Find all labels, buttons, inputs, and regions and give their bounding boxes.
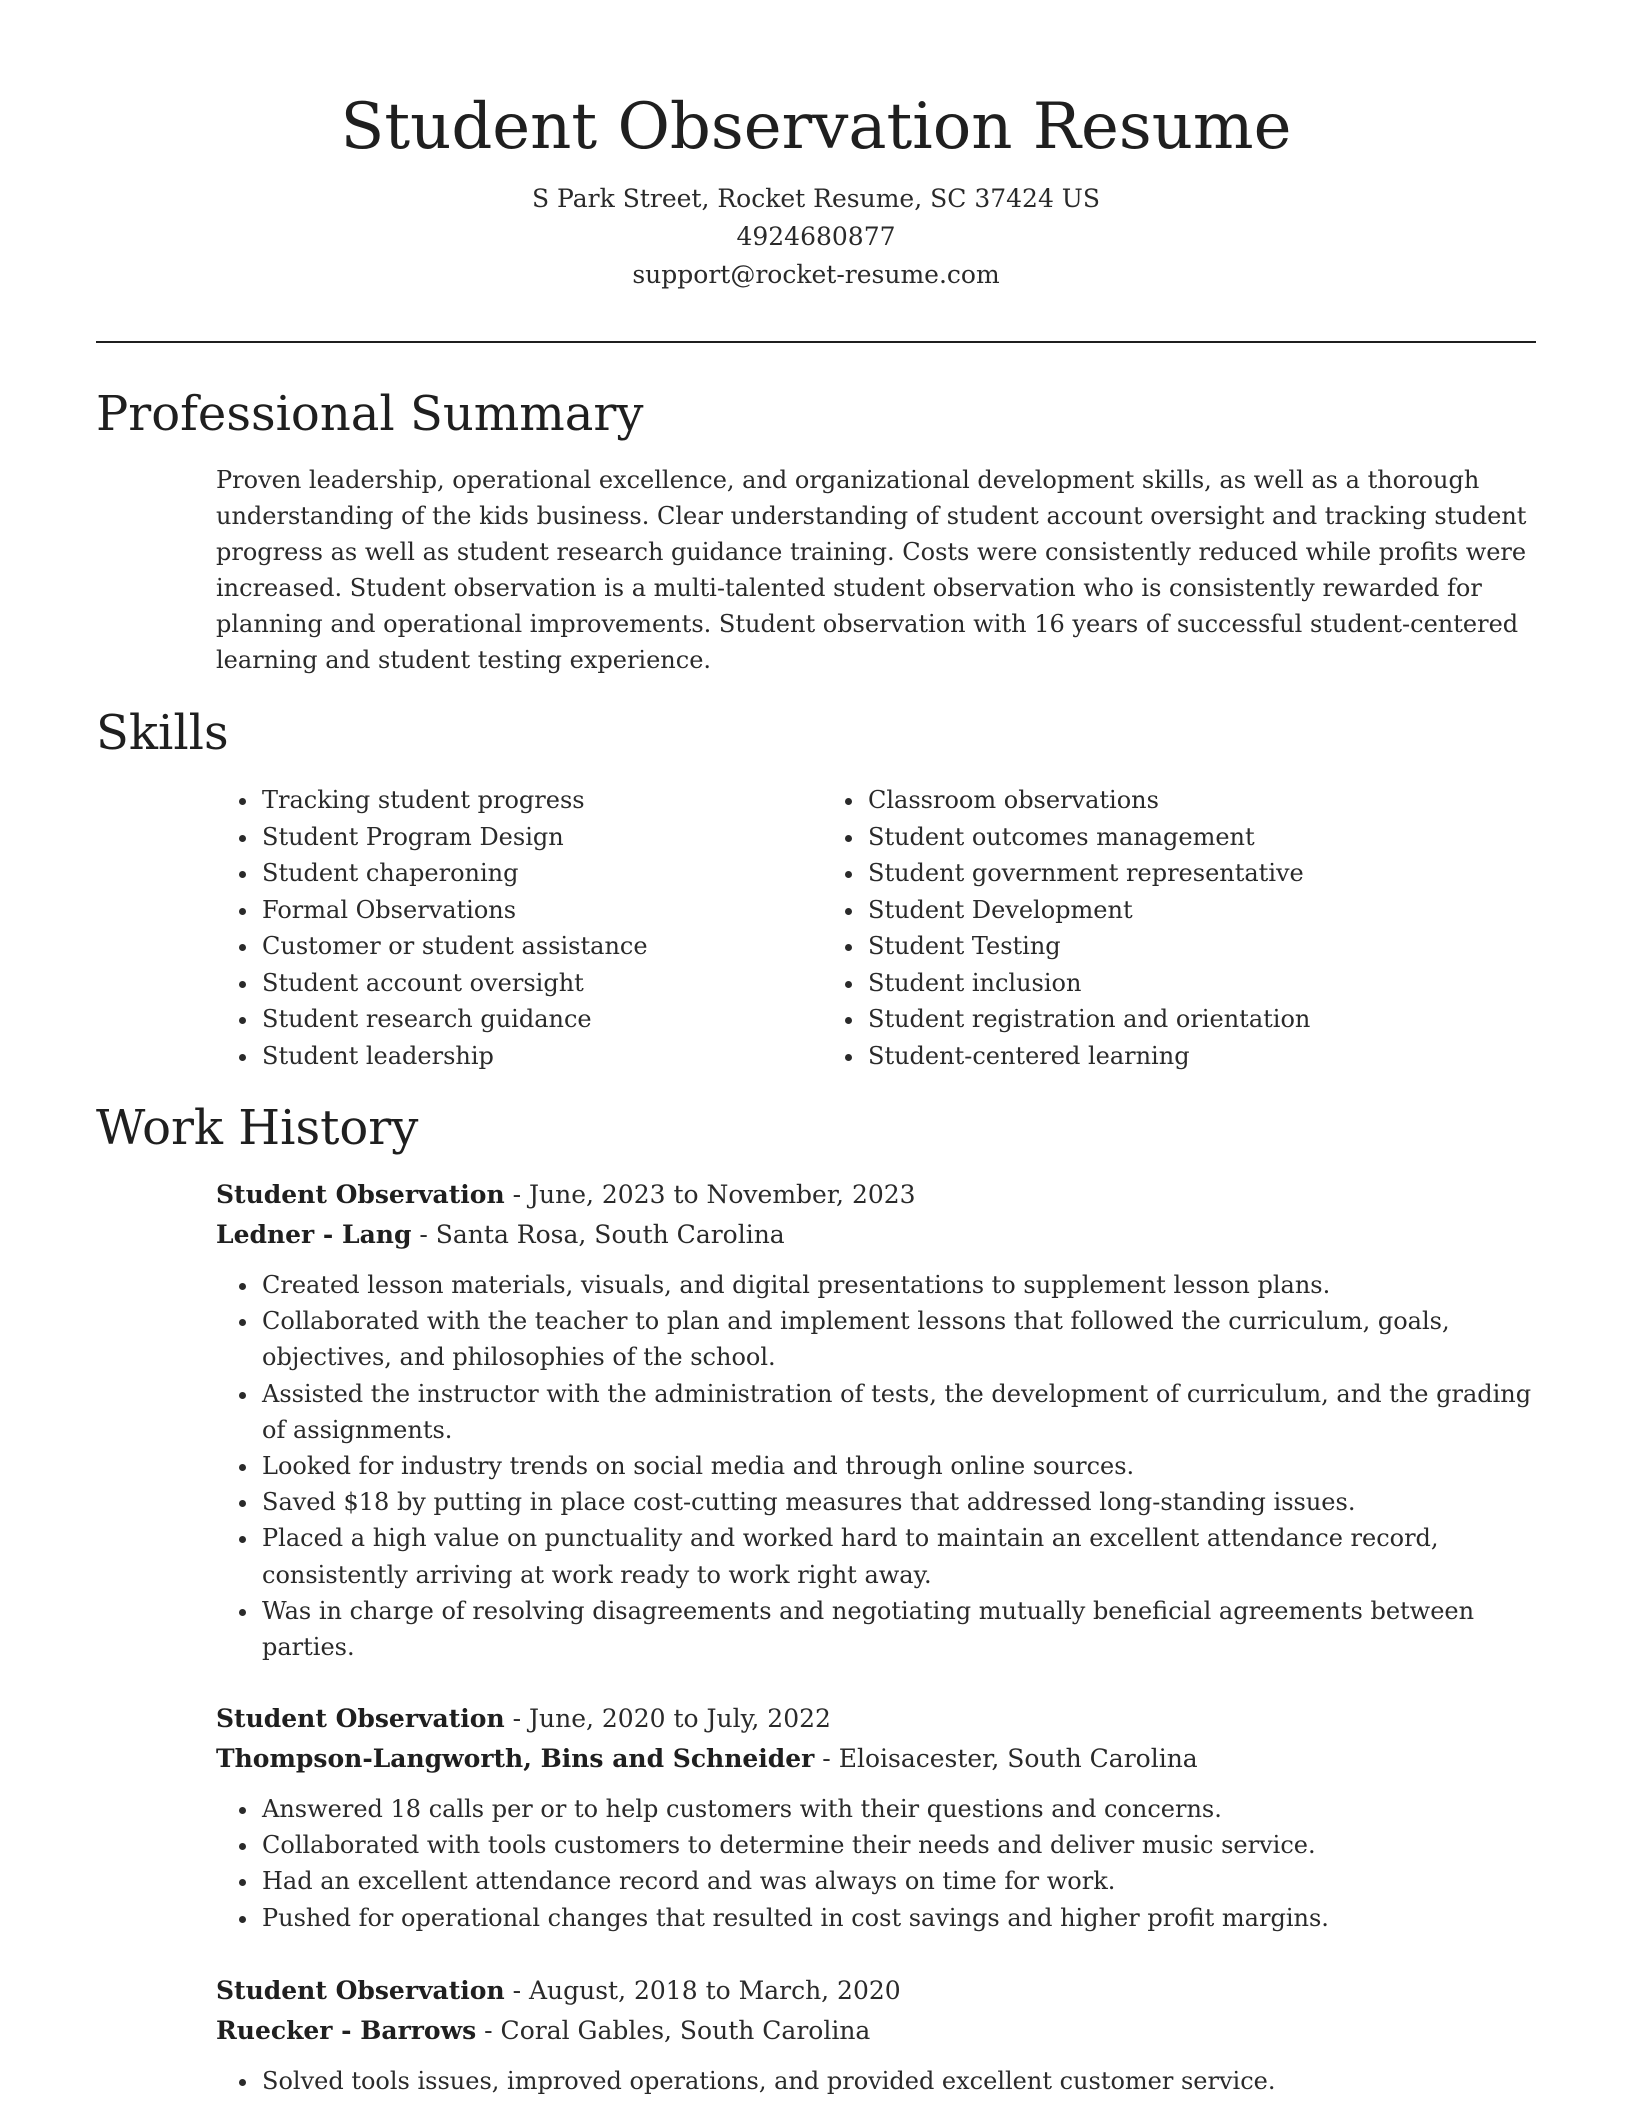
job-bullets (216, 1791, 1536, 1936)
job-entry (216, 1175, 1536, 1665)
job-bullet: • Looked for industry trends on social media and through online sources. (260, 1448, 1536, 1484)
job-bullet: • Collaborated with the teacher to plan and implement lessons that followed the curriculum, goals, objectives, and philosophies of the school. (260, 1303, 1536, 1375)
skills-list (216, 782, 1536, 1074)
job-title-line (216, 1699, 1536, 1739)
contact-phone: 4924680877 (736, 222, 896, 251)
job-title: Student Observation (216, 1704, 505, 1733)
skill-item: • Student Development (866, 892, 1428, 929)
skill-item: • Student-centered learning (866, 1038, 1428, 1075)
job-company: Ledner - Lang (216, 1220, 412, 1249)
job-bullet: • Placed a high value on punctuality and worked hard to maintain an excellent attendance record, consistently arriving at work ready to work right away. (260, 1520, 1536, 1592)
job-title-line (216, 1971, 1536, 2011)
skill-item: • Student research guidance (260, 1001, 822, 1038)
summary-text: Proven leadership, operational excellence, and organizational development skills, as well as a thorough understanding of the kids business. Clear understanding of student account oversight and tracking student progress as well as student research guidance training. Costs were consistently reduced while profits were increased. Student observation is a multi-talented student observation who is consistently rewarded for planning and operational improvements. Student observation with 16 years of successful student-centered learning and student testing experience. (216, 466, 1527, 674)
section-title-work-history: Work History (96, 1100, 419, 1156)
contact-address: S Park Street, Rocket Resume, SC 37424 US (531, 184, 1100, 213)
section-title-skills: Skills (96, 705, 229, 761)
skill-item: • Student outcomes management (866, 819, 1428, 856)
job-location: - Coral Gables, South Carolina (476, 2016, 871, 2045)
job-entry (216, 1971, 1536, 2099)
job-bullet: • Solved tools issues, improved operations, and provided excellent customer service. (260, 2063, 1536, 2099)
skill-item: • Student account oversight (260, 965, 822, 1002)
contact-block (96, 180, 1536, 294)
job-company-line (216, 1215, 1536, 1255)
skill-item: • Formal Observations (260, 892, 822, 929)
skill-item: • Student chaperoning (260, 855, 822, 892)
job-company: Ruecker - Barrows (216, 2016, 477, 2045)
job-title-line (216, 1175, 1536, 1215)
job-bullet: • Pushed for operational changes that resulted in cost savings and higher profit margins. (260, 1900, 1536, 1936)
skill-item: • Student Program Design (260, 819, 822, 856)
job-bullet: • Had an excellent attendance record and was always on time for work. (260, 1863, 1536, 1899)
skills-column-left (216, 782, 822, 1074)
job-bullet: • Collaborated with tools customers to determine their needs and deliver music service. (260, 1827, 1536, 1863)
job-bullet: • Created lesson materials, visuals, and digital presentations to supplement lesson plans. (260, 1267, 1536, 1303)
job-location: - Eloisacester, South Carolina (814, 1744, 1198, 1773)
job-bullets (216, 2063, 1536, 2099)
job-bullet: • Saved $18 by putting in place cost-cutting measures that addressed long-standing issues. (260, 1484, 1536, 1520)
skill-item: • Classroom observations (866, 782, 1428, 819)
resume-header (96, 82, 1536, 294)
job-title: Student Observation (216, 1976, 505, 2005)
job-location: - Santa Rosa, South Carolina (411, 1220, 785, 1249)
section-title-summary: Professional Summary (96, 386, 644, 442)
skill-item: • Student government representative (866, 855, 1428, 892)
job-title: Student Observation (216, 1180, 505, 1209)
job-dates: - June, 2020 to July, 2022 (504, 1704, 831, 1733)
header-divider (96, 341, 1536, 343)
skill-item: • Customer or student assistance (260, 928, 822, 965)
contact-email: support@rocket-resume.com (632, 260, 1000, 289)
job-bullet: • Answered 18 calls per or to help customers with their questions and concerns. (260, 1791, 1536, 1827)
skills-column-right (822, 782, 1428, 1074)
job-bullet: • Assisted the instructor with the administration of tests, the development of curriculum, and the grading of assignments. (260, 1376, 1536, 1448)
resume-title: Student Observation Resume (340, 90, 1292, 164)
job-entry (216, 1699, 1536, 1936)
job-company-line (216, 1739, 1536, 1779)
job-dates: - June, 2023 to November, 2023 (504, 1180, 916, 1209)
job-bullets (216, 1267, 1536, 1665)
skill-item: • Student Testing (866, 928, 1428, 965)
job-company-line (216, 2011, 1536, 2051)
skill-item: • Student leadership (260, 1038, 822, 1075)
job-dates: - August, 2018 to March, 2020 (504, 1976, 901, 2005)
skill-item: • Student registration and orientation (866, 1001, 1428, 1038)
job-bullet: • Was in charge of resolving disagreements and negotiating mutually beneficial agreements between parties. (260, 1593, 1536, 1665)
job-company: Thompson-Langworth, Bins and Schneider (216, 1744, 815, 1773)
skill-item: • Tracking student progress (260, 782, 822, 819)
skill-item: • Student inclusion (866, 965, 1428, 1002)
